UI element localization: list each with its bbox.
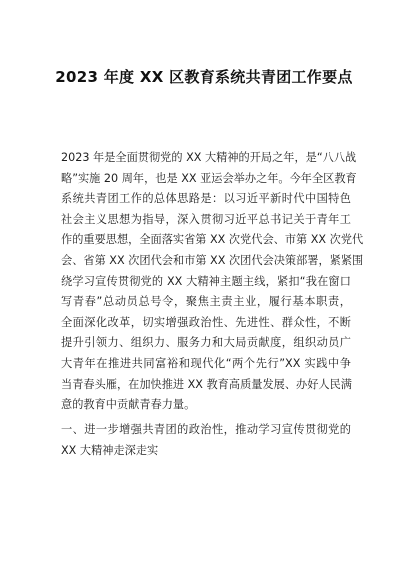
text-line: 全面深化改革，切实增强政治性、先进性、群众性，不断 xyxy=(61,315,351,329)
text-line: 绕学习宣传贯彻党的 XX 大精神主题主线，紧扣“我在窗口 xyxy=(61,274,351,288)
text-line: 当青春头雁，在加快推进 XX 教育高质量发展、办好人民满 xyxy=(61,377,352,391)
text-line: 意的教育中贡献青春力量。 xyxy=(61,398,196,412)
heading-line: XX 大精神走深走实 xyxy=(61,443,159,457)
text-line: 社会主义思想为指导，深入贯彻习近平总书记关于青年工 xyxy=(61,212,351,226)
text-line: 写青春”总动员总号令，聚焦主责主业，履行基本职责， xyxy=(61,295,351,309)
heading-line: 一、进一步增强共青团的政治性，推动学习宣传贯彻党的 xyxy=(61,423,351,436)
section-one-heading xyxy=(61,420,351,461)
text-line: 系统共青团工作的总体思路是：以习近平新时代中国特色 xyxy=(61,192,351,206)
text-line: 略”实施 20 周年，也是 XX 亚运会举办之年。今年全区教育 xyxy=(61,171,357,185)
intro-paragraph xyxy=(61,148,364,416)
text-line: 大青年在推进共同富裕和现代化“两个先行”XX 实践中争 xyxy=(61,356,351,370)
text-line: 会、省第 XX 次团代会和市第 XX 次团代会决策部署，紧紧围 xyxy=(61,253,364,267)
text-line: 作的重要思想，全面落实省第 XX 次党代会、市第 XX 次党代 xyxy=(61,233,364,247)
text-line: 提升引领力、组织力、服务力和大局贡献度，组织动员广 xyxy=(61,336,351,350)
text-line: 2023 年是全面贯彻党的 XX 大精神的开局之年，是“八八战 xyxy=(61,151,357,164)
document-title: 2023 年度 XX 区教育系统共青团工作要点 xyxy=(55,68,353,86)
